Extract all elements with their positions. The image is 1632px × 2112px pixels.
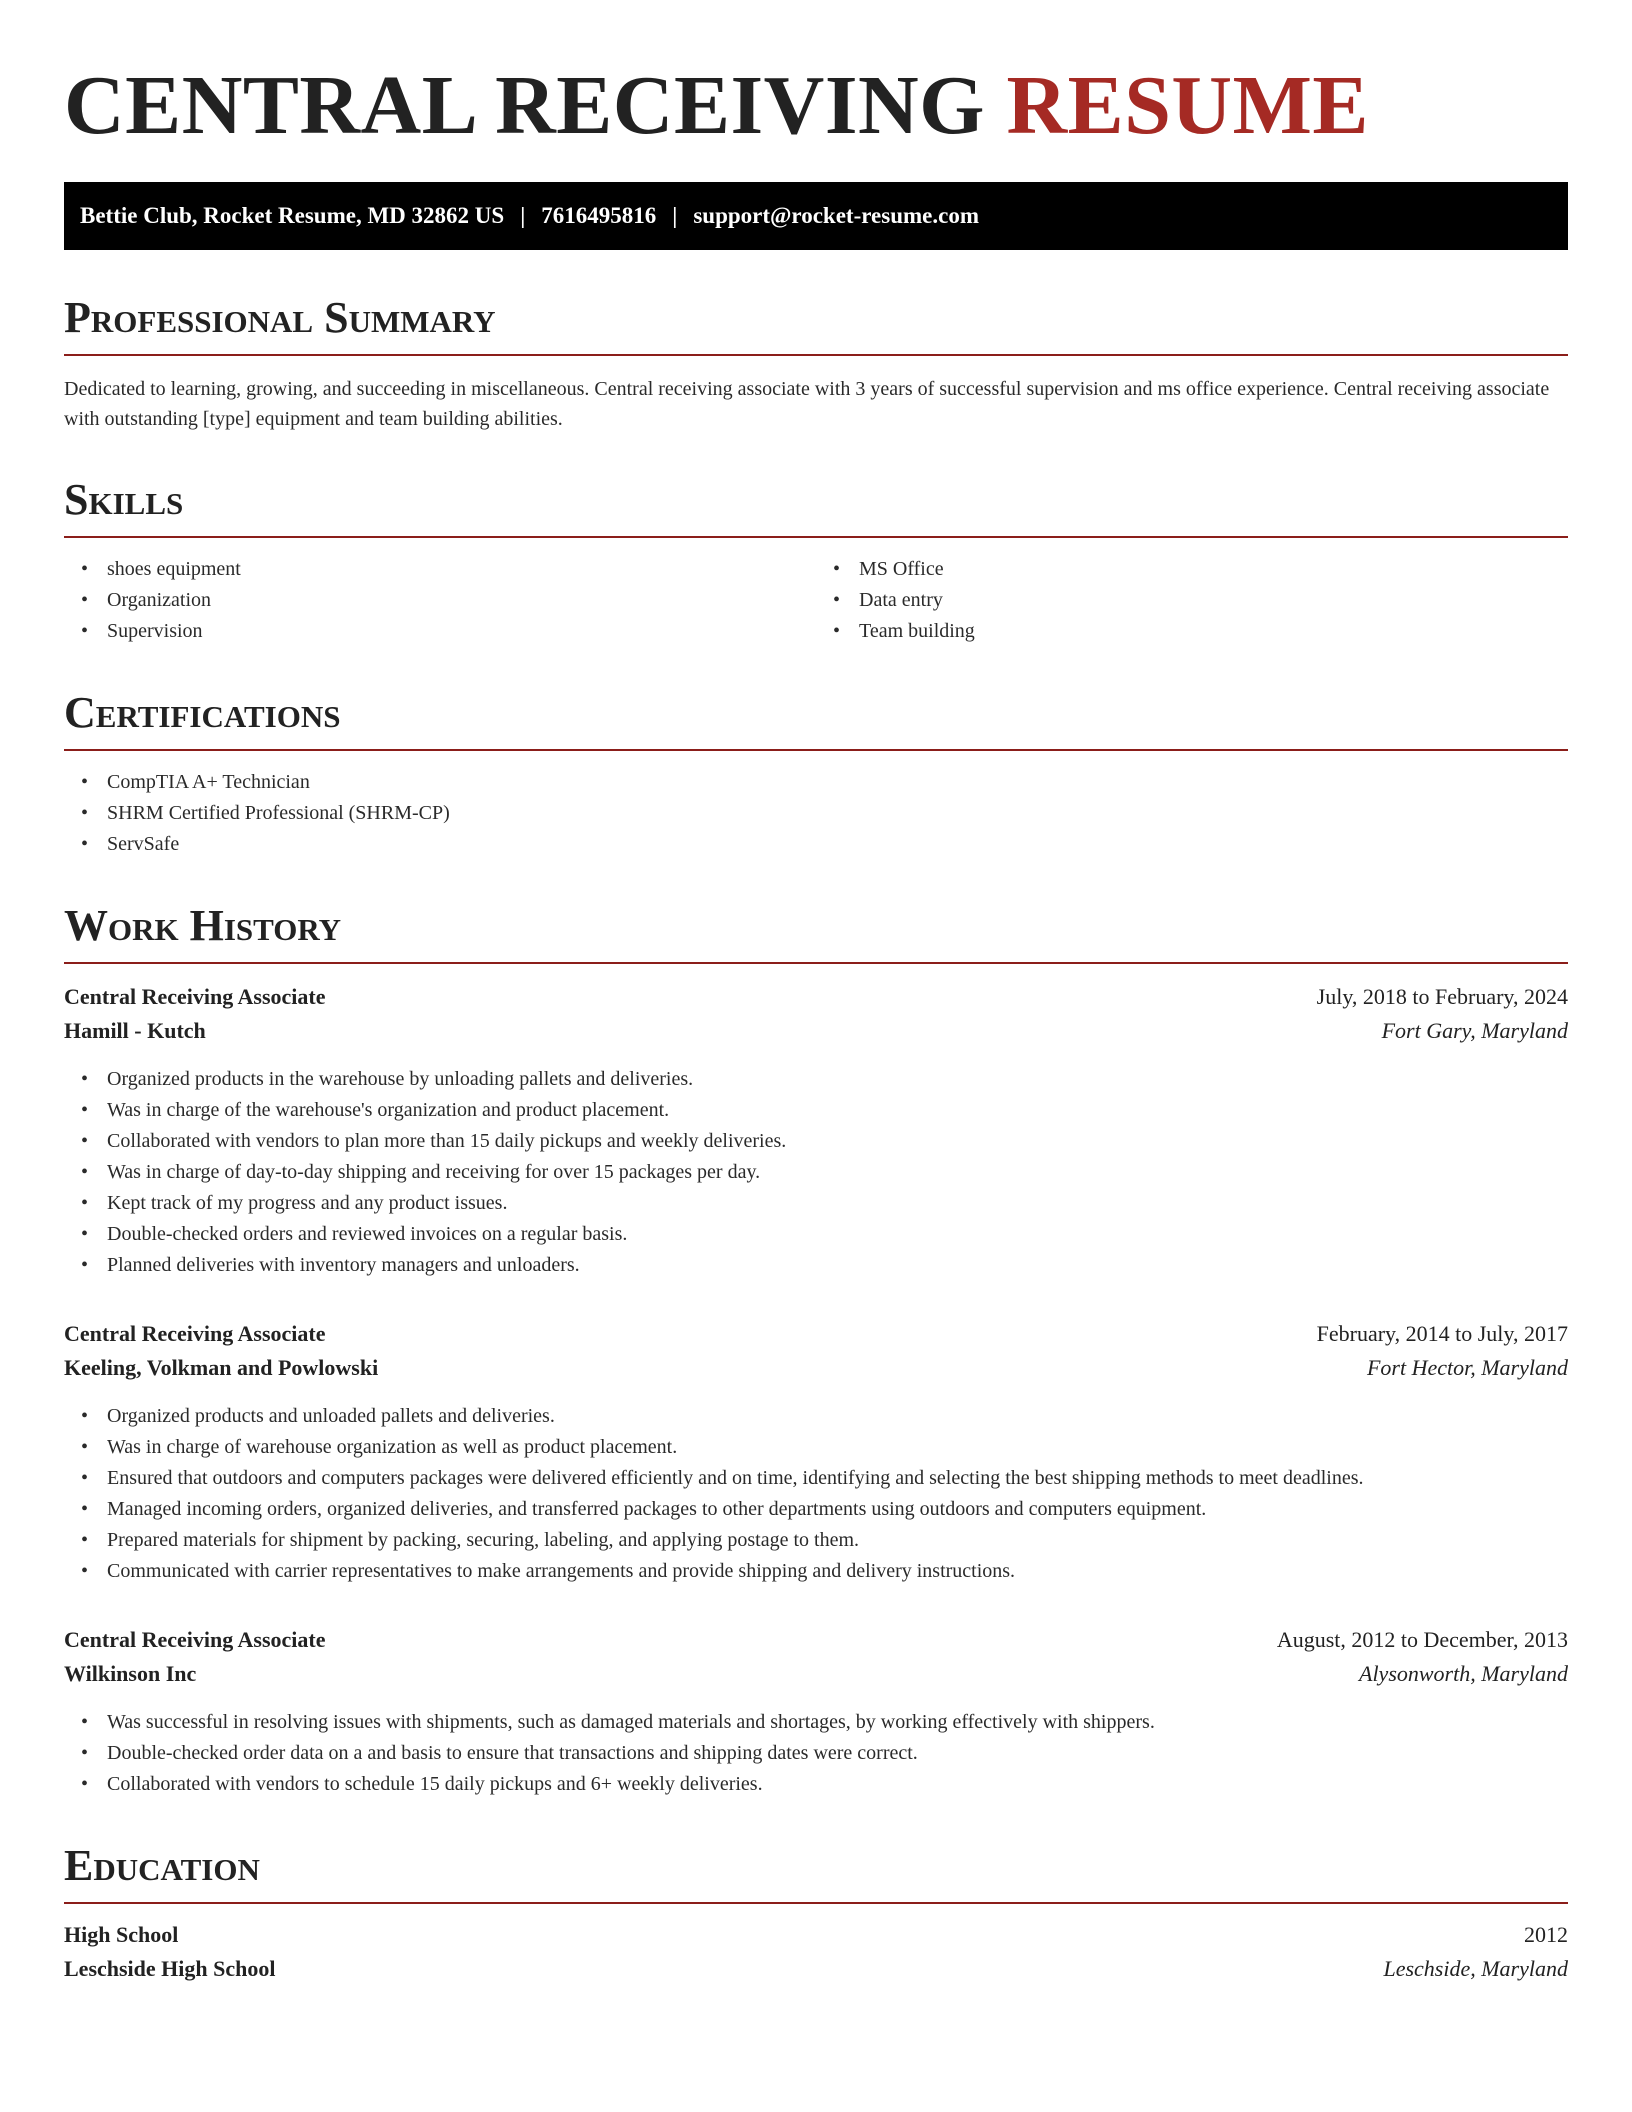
contact-separator: | xyxy=(672,203,678,228)
education-entry xyxy=(64,1922,1568,1982)
job-entry xyxy=(64,984,1568,1281)
job-bullet: • Organized products and unloaded pallets and deliveries. xyxy=(64,1401,1568,1432)
certification-item: • CompTIA A+ Technician xyxy=(64,767,1568,798)
job-bullet: • Planned deliveries with inventory managers and unloaders. xyxy=(64,1250,1568,1281)
contact-separator: | xyxy=(520,203,526,228)
skill-item: • Supervision xyxy=(64,616,816,647)
job-bullet: • Double-checked order data on a and basis to ensure that transactions and shipping dates were correct. xyxy=(64,1738,1568,1769)
education-heading: Education xyxy=(64,1844,1568,1904)
job-bullet: • Was in charge of day-to-day shipping and receiving for over 15 packages per day. xyxy=(64,1157,1568,1188)
contact-bar xyxy=(64,182,1568,250)
job-header-row xyxy=(64,984,1568,1010)
summary-section xyxy=(64,293,1568,434)
job-company-row xyxy=(64,1355,1568,1381)
job-bullet: • Collaborated with vendors to plan more than 15 daily pickups and weekly deliveries. xyxy=(64,1126,1568,1157)
job-company: Keeling, Volkman and Powlowski xyxy=(64,1355,379,1380)
education-school-row xyxy=(64,1956,1568,1982)
job-company: Wilkinson Inc xyxy=(64,1661,197,1686)
skills-heading: Skills xyxy=(64,478,1568,538)
job-company-row xyxy=(64,1018,1568,1044)
education-year: 2012 xyxy=(1524,1922,1568,1947)
job-bullet: • Prepared materials for shipment by packing, securing, labeling, and applying postage to them. xyxy=(64,1525,1568,1556)
job-location: Alysonworth, Maryland xyxy=(1359,1661,1568,1686)
job-location: Fort Hector, Maryland xyxy=(1366,1355,1568,1380)
contact-address: Bettie Club, Rocket Resume, MD 32862 US xyxy=(80,203,505,228)
page-title xyxy=(64,59,1568,152)
contact-phone: 7616495816 xyxy=(541,203,657,228)
certification-item: • SHRM Certified Professional (SHRM-CP) xyxy=(64,798,1568,829)
title-accent: RESUME xyxy=(1006,59,1369,152)
job-header-row xyxy=(64,1627,1568,1653)
education-degree-row xyxy=(64,1922,1568,1948)
summary-text: Dedicated to learning, growing, and succeeding in miscellaneous. Central receiving associate with 3 years of successful supervision and ms office experience. Central receiving associate with outstanding [type] equipment and team building abilities. xyxy=(64,378,1550,430)
job-bullets xyxy=(64,1064,1568,1281)
job-bullet: • Managed incoming orders, organized deliveries, and transferred packages to other departments using outdoors and computers equipment. xyxy=(64,1494,1568,1525)
job-dates: February, 2014 to July, 2017 xyxy=(1316,1321,1568,1346)
skill-item: • MS Office xyxy=(816,554,1568,585)
job-dates: August, 2012 to December, 2013 xyxy=(1276,1627,1568,1652)
summary-heading: Professional Summary xyxy=(64,296,1568,356)
skills-grid xyxy=(64,554,1568,647)
skill-item: • shoes equipment xyxy=(64,554,816,585)
job-role: Central Receiving Associate xyxy=(64,984,326,1009)
job-header-row xyxy=(64,1321,1568,1347)
job-bullets xyxy=(64,1707,1568,1800)
job-company-row xyxy=(64,1661,1568,1687)
job-location: Fort Gary, Maryland xyxy=(1381,1018,1568,1043)
job-entry xyxy=(64,1321,1568,1587)
job-bullet: • Double-checked orders and reviewed invoices on a regular basis. xyxy=(64,1219,1568,1250)
skills-column-left xyxy=(64,554,816,647)
education-degree: High School xyxy=(64,1922,179,1947)
job-bullet: • Was successful in resolving issues with shipments, such as damaged materials and shortages, by working effectively with shippers. xyxy=(64,1707,1568,1738)
job-role: Central Receiving Associate xyxy=(64,1627,326,1652)
job-role: Central Receiving Associate xyxy=(64,1321,326,1346)
certifications-list xyxy=(64,767,1568,860)
skills-section xyxy=(64,475,1568,647)
certifications-section xyxy=(64,688,1568,860)
contact-email: support@rocket-resume.com xyxy=(693,203,979,228)
job-company: Hamill - Kutch xyxy=(64,1018,206,1043)
title-main: CENTRAL RECEIVING xyxy=(64,59,986,152)
education-school: Leschside High School xyxy=(64,1956,276,1981)
certifications-heading: Certifications xyxy=(64,691,1568,751)
job-bullet: • Communicated with carrier representatives to make arrangements and provide shipping and delivery instructions. xyxy=(64,1556,1568,1587)
work-history-heading: Work History xyxy=(64,904,1568,964)
job-bullet: • Organized products in the warehouse by unloading pallets and deliveries. xyxy=(64,1064,1568,1095)
education-section xyxy=(64,1841,1568,1982)
education-location: Leschside, Maryland xyxy=(1383,1956,1568,1981)
job-dates: July, 2018 to February, 2024 xyxy=(1316,984,1568,1009)
job-bullet: • Was in charge of the warehouse's organization and product placement. xyxy=(64,1095,1568,1126)
skills-column-right xyxy=(816,554,1568,647)
job-entry xyxy=(64,1627,1568,1800)
certification-item: • ServSafe xyxy=(64,829,1568,860)
skill-item: • Team building xyxy=(816,616,1568,647)
job-bullet: • Kept track of my progress and any product issues. xyxy=(64,1188,1568,1219)
job-bullet: • Ensured that outdoors and computers packages were delivered efficiently and on time, identifying and selecting the best shipping methods to meet deadlines. xyxy=(64,1463,1568,1494)
skill-item: • Organization xyxy=(64,585,816,616)
job-bullets xyxy=(64,1401,1568,1587)
skill-item: • Data entry xyxy=(816,585,1568,616)
job-bullet: • Was in charge of warehouse organization as well as product placement. xyxy=(64,1432,1568,1463)
work-history-section xyxy=(64,901,1568,1800)
job-bullet: • Collaborated with vendors to schedule 15 daily pickups and 6+ weekly deliveries. xyxy=(64,1769,1568,1800)
